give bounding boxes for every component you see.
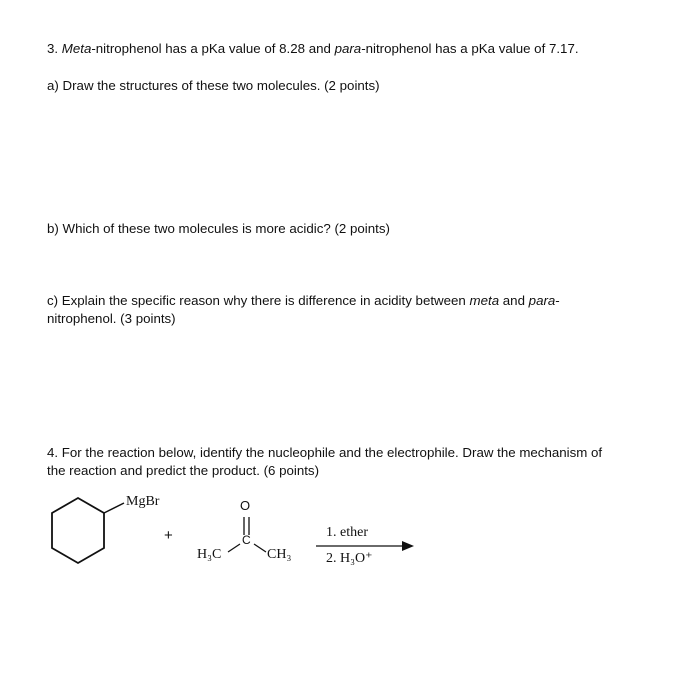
q3-meta-word: Meta [61,41,92,56]
plus-sign: + [164,527,173,544]
q3-part-c-line2: nitrophenol. (3 points) [47,311,176,326]
cyclohexane-ring [52,498,104,563]
right-methyl: CH₃ [267,547,292,562]
ketone-carbon: C [242,533,251,547]
q3-part-c-meta: meta [469,293,500,308]
q4-line2: the reaction and predict the product. (6 points) [47,463,320,478]
grignard-bond [104,503,124,513]
reaction-arrow-head [402,541,414,551]
ketone-oxygen: O [240,498,251,513]
grignard-label: MgBr [126,494,160,509]
q3-sentence-part1: -nitrophenol has a pKa value of 8.28 and [91,41,335,56]
q3-sentence-part2: -nitrophenol has a pKa value of 7.17. [361,41,579,56]
reagent-step-2: 2. H₃O⁺ [326,551,373,566]
right-methyl-bond [254,544,266,552]
left-methyl-bond [228,544,240,552]
q3-number: 3. [47,41,59,56]
q3-part-c-and: and [499,293,529,308]
q3-part-c-para: para [528,293,556,308]
q3-para-word: para [334,41,362,56]
left-methyl: H₃C [197,547,222,562]
reagent-step-1: 1. ether [326,525,368,540]
q3-part-b: b) Which of these two molecules is more acidic? (2 points) [47,221,390,236]
q3-part-c-end: - [555,293,560,308]
q3-part-a: a) Draw the structures of these two molecules. (2 points) [47,78,380,93]
q4-line1: 4. For the reaction below, identify the nucleophile and the electrophile. Draw the mechanism of [47,445,603,460]
q3-part-c-start: c) Explain the specific reason why there is difference in acidity between [47,293,470,308]
